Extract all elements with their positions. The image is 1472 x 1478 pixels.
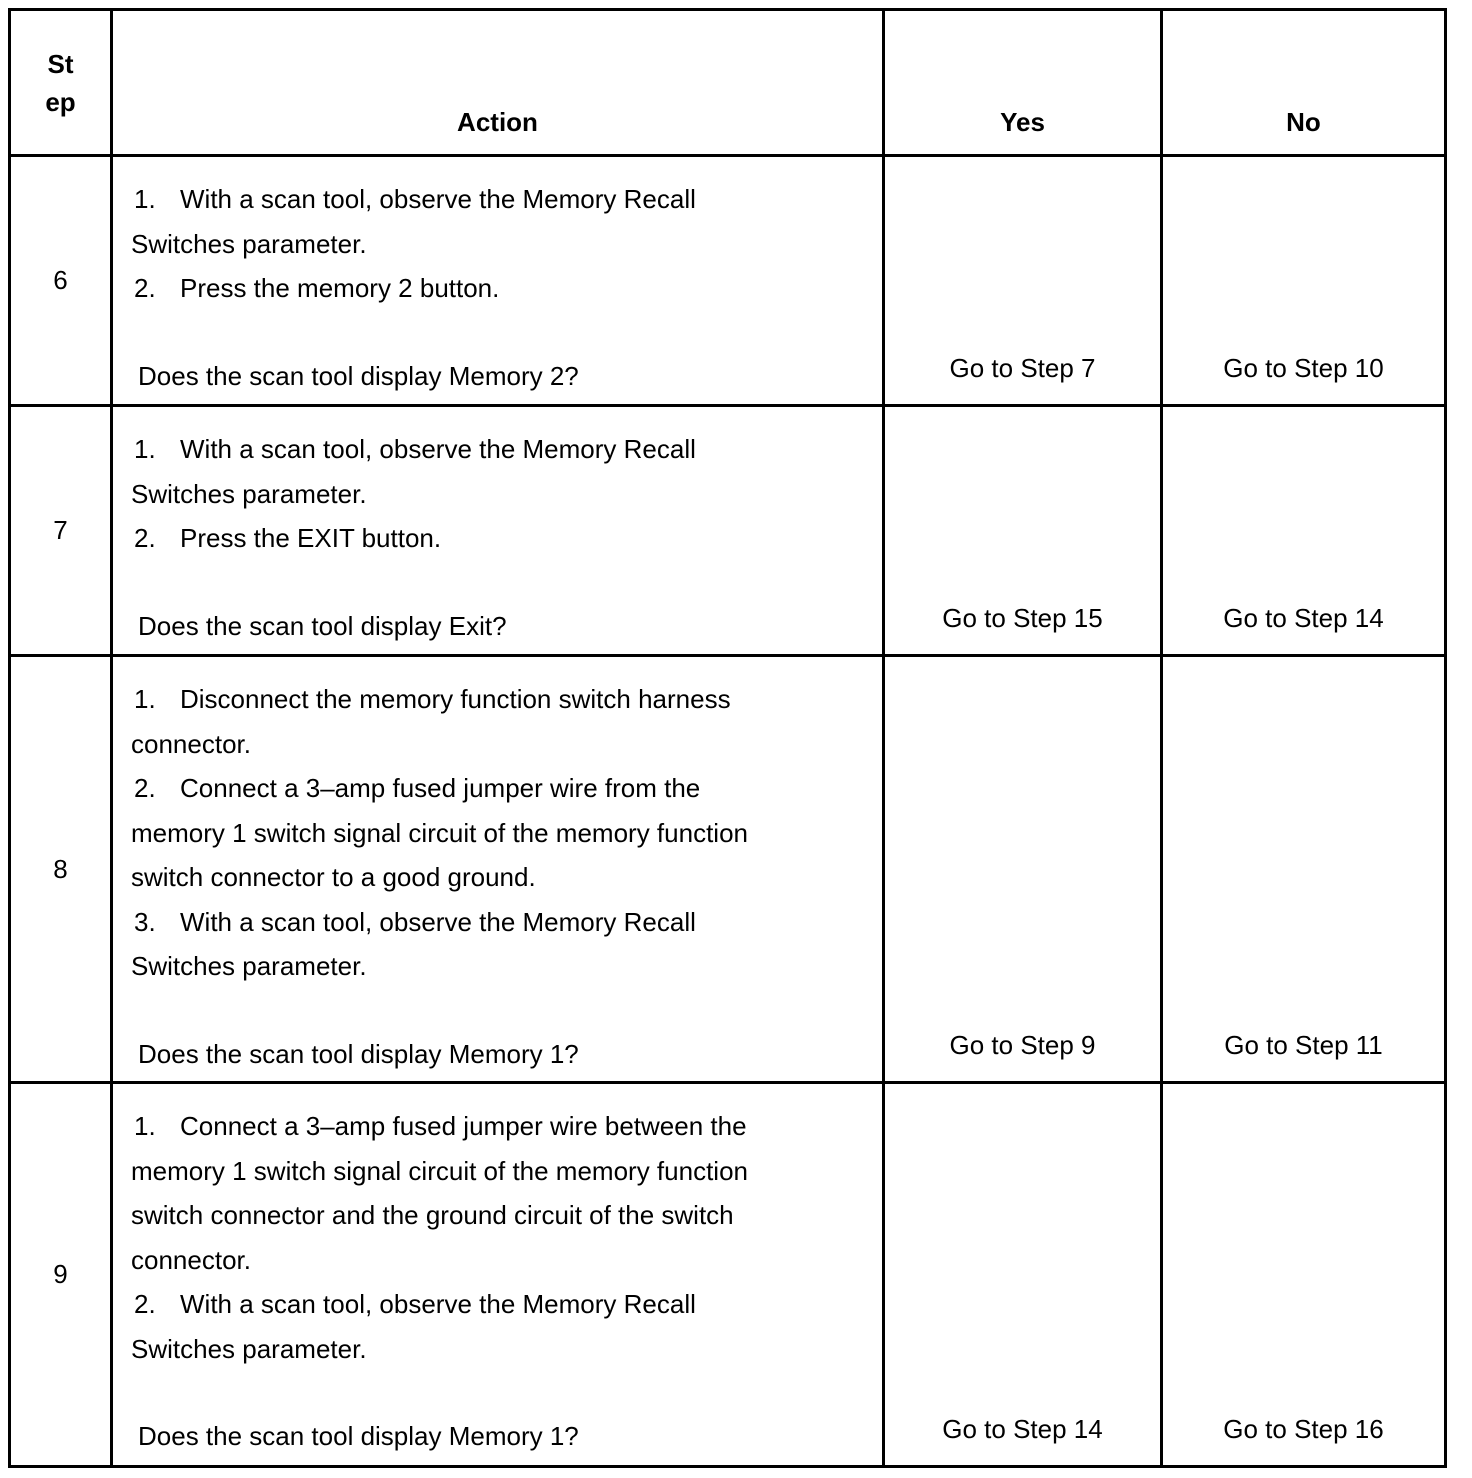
action-cell: [112, 1083, 884, 1467]
action-step-text: Connect a 3–amp fused jumper wire from the: [180, 773, 701, 803]
header-yes: Yes: [884, 10, 1162, 156]
action-step-continuation: memory 1 switch signal circuit of the memory function: [131, 817, 748, 848]
action-step-continuation: Switches parameter.: [131, 951, 367, 981]
action-step-line: [131, 900, 882, 945]
action-step-number: 2.: [134, 1289, 156, 1319]
action-step-number: 1.: [134, 184, 156, 214]
action-step-continuation: switch connector to a good ground.: [131, 862, 536, 892]
action-step-line: [131, 177, 882, 222]
action-step-line: [131, 1104, 882, 1149]
action-step-text: Connect a 3–amp fused jumper wire between the: [180, 1111, 747, 1141]
action-step-line: [131, 516, 882, 561]
action-step-line: [131, 427, 882, 472]
spacer: [131, 989, 882, 1032]
action-cell: [112, 656, 884, 1083]
action-step-number: 2.: [134, 773, 156, 803]
header-row: [10, 10, 1446, 156]
action-step-continuation: memory 1 switch signal circuit of the memory function: [131, 1155, 748, 1186]
spacer: [131, 1371, 882, 1414]
action-cell: [112, 156, 884, 406]
action-step-continuation: switch connector and the ground circuit of the switch: [131, 1200, 734, 1230]
action-step-number: 2.: [134, 273, 156, 303]
step-number: 9: [10, 1083, 112, 1467]
yes-result: Go to Step 9: [884, 656, 1162, 1083]
yes-result: Go to Step 15: [884, 406, 1162, 656]
header-action: Action: [112, 10, 884, 156]
action-step-continuation: Switches parameter.: [131, 478, 367, 509]
spacer: [131, 311, 882, 354]
table-row: [10, 156, 1446, 406]
action-step-text: Disconnect the memory function switch harness: [180, 684, 731, 714]
action-step-text: Press the EXIT button.: [180, 523, 442, 553]
action-question: Does the scan tool display Memory 2?: [138, 360, 579, 391]
step-number: 7: [10, 406, 112, 656]
no-result: Go to Step 16: [1162, 1083, 1446, 1467]
yes-result: Go to Step 14: [884, 1083, 1162, 1467]
yes-result: Go to Step 7: [884, 156, 1162, 406]
action-question: Does the scan tool display Memory 1?: [138, 1421, 579, 1451]
table-row: [10, 1083, 1446, 1467]
table-row: [10, 406, 1446, 656]
action-step-number: 1.: [134, 434, 156, 464]
table-body: [10, 156, 1446, 1467]
action-step-text: With a scan tool, observe the Memory Recall: [180, 906, 696, 937]
action-step-text: With a scan tool, observe the Memory Recall: [180, 1289, 696, 1319]
no-result: Go to Step 14: [1162, 406, 1446, 656]
action-question: Does the scan tool display Exit?: [138, 610, 507, 641]
no-result: Go to Step 10: [1162, 156, 1446, 406]
header-no: No: [1162, 10, 1446, 156]
step-number: 8: [10, 656, 112, 1083]
action-step-text: With a scan tool, observe the Memory Recall: [180, 434, 696, 464]
header-step-line1: St: [47, 48, 74, 79]
spacer: [131, 561, 882, 604]
action-cell: [112, 406, 884, 656]
step-number: 6: [10, 156, 112, 406]
action-step-text: Press the memory 2 button.: [180, 273, 500, 303]
action-step-number: 1.: [134, 684, 156, 714]
table-row: [10, 656, 1446, 1083]
action-step-number: 3.: [134, 906, 156, 937]
header-step: [10, 10, 112, 156]
action-step-continuation: connector.: [131, 728, 251, 759]
action-step-text: With a scan tool, observe the Memory Recall: [180, 184, 696, 214]
header-step-line2: ep: [45, 86, 76, 117]
action-step-number: 2.: [134, 523, 156, 553]
action-step-line: [131, 766, 882, 811]
no-result: Go to Step 11: [1162, 656, 1446, 1083]
action-step-continuation: connector.: [131, 1244, 251, 1275]
action-step-line: [131, 266, 882, 311]
action-step-continuation: Switches parameter.: [131, 1333, 367, 1364]
action-step-line: [131, 677, 882, 722]
action-question: Does the scan tool display Memory 1?: [138, 1038, 579, 1069]
action-step-line: [131, 1282, 882, 1327]
diagnostic-table: [8, 8, 1447, 1468]
action-step-continuation: Switches parameter.: [131, 228, 367, 259]
action-step-number: 1.: [134, 1111, 156, 1141]
